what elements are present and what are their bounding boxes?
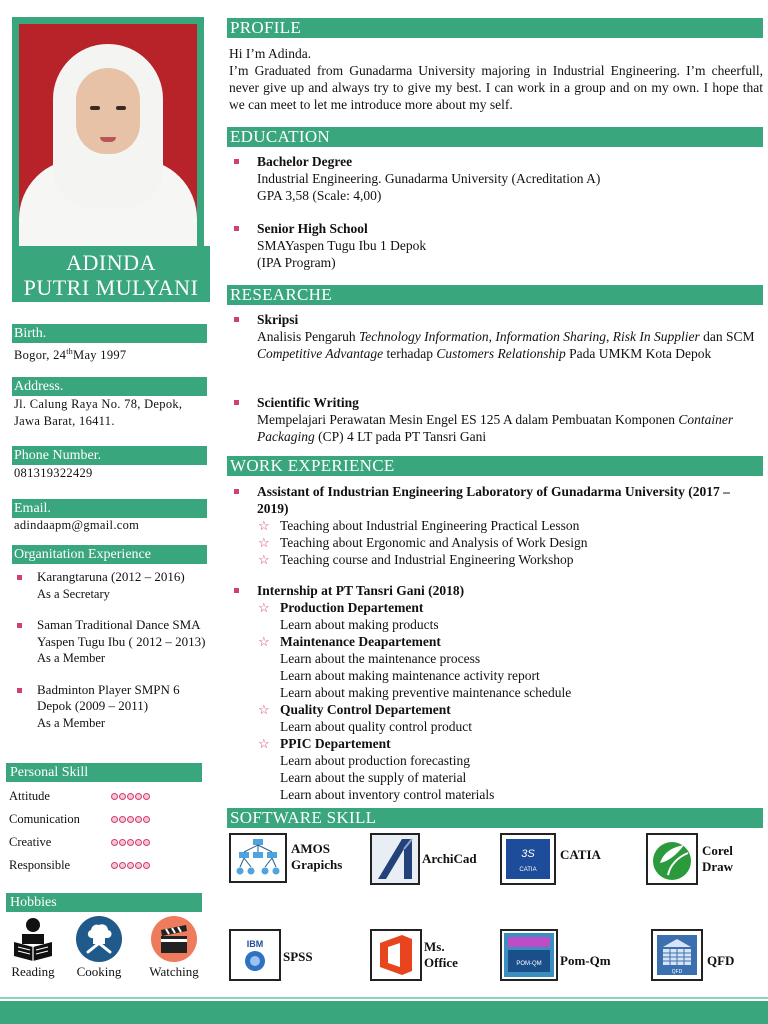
svg-text:3S: 3S <box>521 848 535 860</box>
software-archicad <box>370 833 500 885</box>
department-task: Learn about quality control product <box>280 719 472 734</box>
department-task: Learn about making maintenance activity report <box>280 668 540 683</box>
education-heading: EDUCATION <box>227 127 763 147</box>
hobby-label: Watching <box>149 964 199 979</box>
svg-text:QFD: QFD <box>671 969 683 975</box>
qfd-icon <box>651 929 703 981</box>
list-item <box>14 617 210 667</box>
ms-office-icon <box>370 929 422 981</box>
italic-term: Technology Information <box>359 329 489 344</box>
list-item <box>14 569 210 602</box>
list-item <box>257 633 756 701</box>
work-heading: WORK EXPERIENCE <box>227 456 763 476</box>
cooking-icon <box>76 916 122 962</box>
research-item <box>236 394 756 445</box>
rating-dot-icon <box>119 862 126 869</box>
candidate-name <box>12 246 210 302</box>
profile-text <box>229 45 763 113</box>
org-name: Badminton Player SMPN 6 Depok (2009 – 2011) <box>37 681 180 713</box>
bullet-square-icon <box>234 226 239 231</box>
svg-text:IBM: IBM <box>246 939 264 949</box>
research-title: Skripsi <box>257 312 299 327</box>
italic-term: Customers Relationship <box>436 346 566 361</box>
rating-dot-icon <box>135 793 142 800</box>
rating-dot-icon <box>111 816 118 823</box>
software-spss <box>229 929 359 981</box>
archicad-icon <box>370 833 420 885</box>
skill-label: Attitude <box>9 789 50 803</box>
rating-dot-icon <box>143 793 150 800</box>
hobby-reading <box>0 916 66 980</box>
address-line-1: Jl. Calung Raya No. 78, Depok, <box>14 397 183 411</box>
bullet-square-icon <box>234 400 239 405</box>
software-catia <box>500 833 630 885</box>
list-item <box>257 517 756 534</box>
rating-dot-icon <box>135 839 142 846</box>
star-bullet-icon: ☆ <box>258 535 270 550</box>
rating-dot-icon <box>143 862 150 869</box>
department-name: PPIC Departement <box>280 736 391 751</box>
rating-dot-icon <box>111 793 118 800</box>
department-task: Learn about making preventive maintenance schedule <box>280 685 572 700</box>
catia-icon <box>500 833 556 885</box>
organization-heading: Organitation Experience <box>12 545 207 564</box>
degree-detail: SMAYaspen Tugu Ibu 1 Depok <box>257 238 427 253</box>
software-label: SPSS <box>283 949 313 964</box>
skill-row <box>9 787 209 805</box>
org-name: Karangtaruna (2012 – 2016) <box>37 569 185 584</box>
phone-heading: Phone Number. <box>12 446 207 465</box>
software-qfd <box>651 929 761 981</box>
department-name: Maintenance Deapartement <box>280 634 441 649</box>
software-label-2: Office <box>424 955 458 970</box>
address-heading: Address. <box>12 377 207 396</box>
list-item <box>257 701 756 735</box>
profile-greeting: Hi I’m Adinda. <box>229 46 312 61</box>
skill-rating-dots <box>111 833 151 851</box>
hobbies-heading: Hobbies <box>6 893 202 912</box>
text-run: Pada UMKM Kota Depok <box>565 346 712 361</box>
rating-dot-icon <box>127 793 134 800</box>
software-heading: SOFTWARE SKILL <box>227 808 763 828</box>
list-item <box>257 735 756 803</box>
work-item <box>236 582 756 803</box>
birth-heading: Birth. <box>12 324 207 343</box>
skill-rating-dots <box>111 787 151 805</box>
job-title: Internship at PT Tansri Gani (2018) <box>257 583 465 598</box>
research-item <box>236 311 756 362</box>
duty-text: Teaching about Industrial Engineering Practical Lesson <box>280 518 580 533</box>
birth-month-year: May 1997 <box>73 348 127 363</box>
text-run: terhadap <box>383 346 437 361</box>
list-item <box>14 682 210 732</box>
text-run: dan SCM <box>699 329 755 344</box>
skill-row <box>9 856 209 874</box>
software-label: QFD <box>707 953 735 968</box>
internship-departments <box>236 599 756 803</box>
skill-label: Creative <box>9 835 52 849</box>
star-bullet-icon: ☆ <box>258 702 270 717</box>
org-role: As a Secretary <box>37 586 110 601</box>
rating-dot-icon <box>119 793 126 800</box>
svg-text:CATIA: CATIA <box>519 867 537 873</box>
address-line-2: Jawa Barat, 16411. <box>14 414 115 428</box>
italic-term: Information Sharing <box>495 329 607 344</box>
software-label-2: Grapichs <box>291 857 343 872</box>
list-item <box>257 551 756 568</box>
department-task: Learn about the supply of material <box>280 770 467 785</box>
bullet-square-icon <box>234 489 239 494</box>
research-description <box>257 328 756 362</box>
department-name: Production Departement <box>280 600 424 615</box>
birth-day-suffix: th <box>66 347 74 356</box>
bullet-square-icon <box>17 623 22 628</box>
profile-summary: I’m Graduated from Gunadarma University majoring in Industrial Engineering. I’m cheerfull, never give up and always try to give my best. I can work in a group and on my own. I hope that we can meet to let me introduce more about my self. <box>229 63 763 112</box>
software-amos <box>229 833 369 885</box>
hobby-label: Cooking <box>76 964 122 979</box>
duty-text: Teaching about Ergonomic and Analysis of Work Design <box>280 535 588 550</box>
email-value[interactable]: adindaapm@gmail.com <box>14 518 140 532</box>
phone-value: 081319322429 <box>14 466 93 480</box>
department-name: Quality Control Departement <box>280 702 451 717</box>
software-label-2: Draw <box>702 859 734 874</box>
italic-term: Container Packaging <box>257 412 734 444</box>
italic-term: Competitive Advantage <box>257 346 384 361</box>
research-title: Scientific Writing <box>257 395 359 410</box>
degree-gpa: GPA 3,58 (Scale: 4,00) <box>257 188 382 203</box>
profile-photo <box>19 24 197 254</box>
hobby-cooking <box>66 916 132 980</box>
org-role: As a Member <box>37 651 106 665</box>
rating-dot-icon <box>111 839 118 846</box>
department-task: Learn about production forecasting <box>280 753 471 768</box>
skill-rating-dots <box>111 810 151 828</box>
bullet-square-icon <box>234 588 239 593</box>
org-role: As a Member <box>37 715 106 730</box>
degree-detail: Industrial Engineering. Gunadarma University (Acreditation A) <box>257 171 601 186</box>
reading-icon <box>10 916 56 962</box>
footer-divider <box>0 997 768 999</box>
duty-text: Teaching course and Industrial Engineering Workshop <box>280 552 574 567</box>
profile-photo-frame <box>12 17 204 261</box>
skill-label: Comunication <box>9 812 80 826</box>
degree-title: Bachelor Degree <box>257 154 353 169</box>
rating-dot-icon <box>111 862 118 869</box>
software-label: Ms. <box>424 939 445 954</box>
department-task: Learn about making products <box>280 617 439 632</box>
text-run: , <box>606 329 613 344</box>
software-label: ArchiCad <box>422 851 477 866</box>
profile-heading: PROFILE <box>227 18 763 38</box>
rating-dot-icon <box>135 862 142 869</box>
text-run: Analisis Pengaruh <box>257 329 359 344</box>
list-item <box>257 599 756 633</box>
skill-row <box>9 810 209 828</box>
birth-place-day: Bogor, 24 <box>14 348 67 363</box>
hobby-watching <box>141 916 207 980</box>
footer-bar <box>0 1001 768 1024</box>
organization-list <box>14 569 210 746</box>
bullet-square-icon <box>234 159 239 164</box>
rating-dot-icon <box>119 816 126 823</box>
rating-dot-icon <box>143 839 150 846</box>
name-last: PUTRI MULYANI <box>23 275 199 300</box>
rating-dot-icon <box>135 816 142 823</box>
department-task: Learn about the maintenance process <box>280 651 481 666</box>
skill-label: Responsible <box>9 858 71 872</box>
personal-skill-heading: Personal Skill <box>6 763 202 782</box>
research-heading: RESEARCHE <box>227 285 763 305</box>
research-description <box>257 411 756 445</box>
skill-row <box>9 833 209 851</box>
software-pom-qm <box>500 929 630 981</box>
list-item <box>257 534 756 551</box>
education-item <box>236 220 756 271</box>
star-bullet-icon: ☆ <box>258 736 270 751</box>
bullet-square-icon <box>17 575 22 580</box>
software-label: CATIA <box>560 847 601 862</box>
star-bullet-icon: ☆ <box>258 634 270 649</box>
software-label: Corel <box>702 843 733 858</box>
star-bullet-icon: ☆ <box>258 600 270 615</box>
clapperboard-icon <box>151 916 197 962</box>
svg-text:POM-QM: POM-QM <box>516 961 542 967</box>
coreldraw-icon <box>646 833 698 885</box>
text-run: , <box>488 329 496 344</box>
degree-title: Senior High School <box>257 221 368 236</box>
amos-diagram-icon <box>229 833 287 883</box>
birth-value <box>14 343 126 364</box>
software-label: AMOS <box>291 841 330 856</box>
text-run: Mempelajari Perawatan Mesin Engel ES 125 A dalam Pembuatan Komponen <box>257 412 679 427</box>
department-task: Learn about inventory control materials <box>280 787 495 802</box>
software-coreldraw <box>646 833 756 885</box>
degree-program: (IPA Program) <box>257 255 336 270</box>
rating-dot-icon <box>119 839 126 846</box>
education-item <box>236 153 756 204</box>
work-item <box>236 483 756 568</box>
job-title: Assistant of Industrian Engineering Laboratory of Gunadarma University (2017 – 2019) <box>257 484 730 516</box>
software-label: Pom-Qm <box>560 953 611 968</box>
job-duties <box>236 517 756 568</box>
org-name: Saman Traditional Dance SMA Yaspen Tugu Ibu ( 2012 – 2013) <box>37 617 206 649</box>
rating-dot-icon <box>143 816 150 823</box>
hobby-label: Reading <box>11 964 55 979</box>
text-run: (CP) 4 LT pada PT Tansri Gani <box>314 429 487 444</box>
star-bullet-icon: ☆ <box>258 552 270 567</box>
spss-icon <box>229 929 281 981</box>
rating-dot-icon <box>127 862 134 869</box>
pom-qm-icon <box>500 929 558 981</box>
bullet-square-icon <box>17 688 22 693</box>
bullet-square-icon <box>234 317 239 322</box>
skill-rating-dots <box>111 856 151 874</box>
star-bullet-icon: ☆ <box>258 518 270 533</box>
italic-term: Risk In Supplier <box>612 329 700 344</box>
rating-dot-icon <box>127 816 134 823</box>
rating-dot-icon <box>127 839 134 846</box>
software-ms-office <box>370 929 500 981</box>
email-heading: Email. <box>12 499 207 518</box>
name-first: ADINDA <box>66 250 156 275</box>
